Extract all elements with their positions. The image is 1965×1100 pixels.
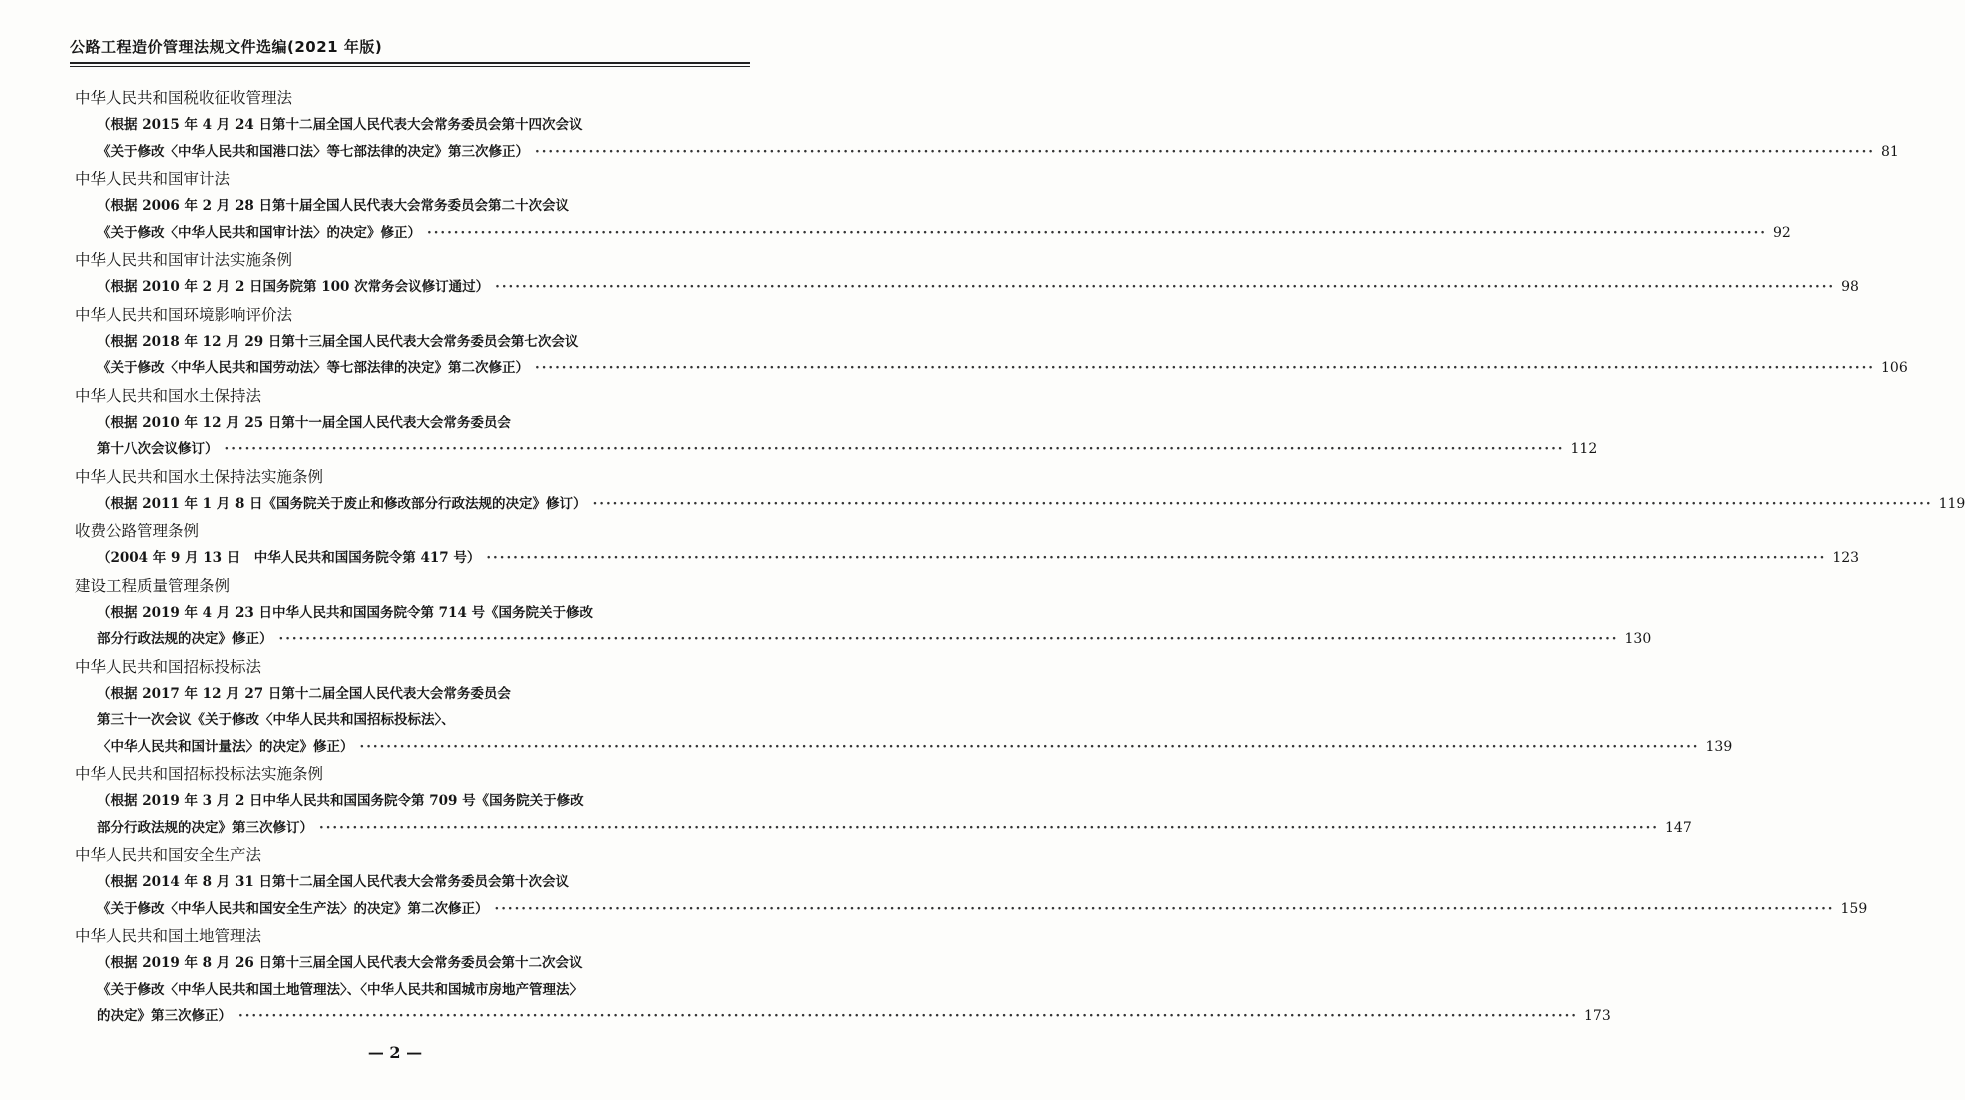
toc-page-number: 173 xyxy=(1584,1008,1611,1024)
toc-entry-title: 中华人民共和国招标投标法 xyxy=(75,657,262,676)
toc-entry-note xyxy=(75,869,1868,922)
toc-entry[interactable] xyxy=(75,922,1611,1030)
toc-entry-note xyxy=(75,274,1859,301)
note-line: 《关于修改〈中华人民共和国劳动法〉等七部法律的决定》第二次修正） xyxy=(97,360,529,376)
toc-entry-note xyxy=(75,410,1598,463)
toc-entry[interactable] xyxy=(75,841,1868,922)
toc-page-number: 123 xyxy=(1832,550,1860,566)
dot-leader: ········································································································································································································ xyxy=(535,143,1875,160)
toc-page-number: 139 xyxy=(1705,738,1733,755)
toc-entry-title: 中华人民共和国招标投标法实施条例 xyxy=(75,765,324,783)
dot-leader: ········································································································································································································ xyxy=(359,738,1700,755)
note-line-with-page xyxy=(97,626,1652,653)
note-line-with-page xyxy=(97,545,1860,572)
toc-entry-note xyxy=(75,788,1692,841)
toc-entry-note xyxy=(75,112,1899,165)
header-title: 公路工程造价管理法规文件选编(2021 年版) xyxy=(70,38,383,56)
note-line-with-page xyxy=(97,815,1692,842)
note-line: （根据 2014 年 8 月 31 日第十二届全国人民代表大会常务委员会第十次会议 xyxy=(97,874,569,890)
dot-leader: ········································································································································································································ xyxy=(494,900,1835,917)
note-line: 的决定》第三次修正） xyxy=(97,1008,232,1024)
note-line: （根据 2019 年 8 月 26 日第十三届全国人民代表大会常务委员会第十二次会议 xyxy=(97,955,583,971)
toc-entry[interactable] xyxy=(75,301,1908,382)
note-line: （根据 2019 年 4 月 23 日中华人民共和国国务院令第 714 号《国务院关于修改 xyxy=(97,604,594,621)
note-line: （根据 2010 年 12 月 25 日第十一届全国人民代表大会常务委员会 xyxy=(97,414,511,431)
note-line: 《关于修改〈中华人民共和国安全生产法〉的决定》第二次修正） xyxy=(97,900,489,917)
toc-entry[interactable] xyxy=(75,760,1692,841)
dot-leader: ········································································································································································································ xyxy=(224,441,1565,457)
toc-entry-title: 收费公路管理条例 xyxy=(75,522,200,540)
toc-entry[interactable] xyxy=(75,165,1791,246)
toc-entry-title: 中华人民共和国审计法 xyxy=(75,170,231,188)
toc-page-number: 81 xyxy=(1881,143,1899,160)
toc-entry[interactable] xyxy=(75,463,1965,518)
dot-leader: ········································································································································································································ xyxy=(592,495,1933,512)
toc-page-number: 98 xyxy=(1841,279,1859,295)
toc-page-number: 106 xyxy=(1881,360,1908,376)
toc-page-number: 130 xyxy=(1624,631,1652,647)
dot-leader: ········································································································································································································ xyxy=(495,279,1836,295)
note-line-with-page xyxy=(97,355,1908,382)
toc-entry[interactable] xyxy=(75,572,1652,653)
note-line-with-page xyxy=(97,436,1598,463)
toc-entry-title: 中华人民共和国税收征收管理法 xyxy=(75,89,293,107)
note-line: （根据 2017 年 12 月 27 日第十二届全国人民代表大会常务委员会 xyxy=(97,685,511,702)
note-line: 部分行政法规的决定》第三次修订） xyxy=(97,819,313,836)
note-line-with-page xyxy=(97,1003,1611,1030)
note-line: （根据 2019 年 3 月 2 日中华人民共和国国务院令第 709 号《国务院关于修改 xyxy=(97,793,584,809)
note-line-with-page xyxy=(97,491,1965,518)
note-line-with-page xyxy=(97,274,1859,301)
toc-entry-title: 中华人民共和国土地管理法 xyxy=(75,927,262,945)
note-line: 《关于修改〈中华人民共和国审计法〉的决定》修正） xyxy=(97,224,421,241)
toc-entry-title: 中华人民共和国安全生产法 xyxy=(75,846,262,864)
toc-entry-note xyxy=(75,950,1611,1030)
toc-entry-title: 中华人民共和国环境影响评价法 xyxy=(75,305,293,324)
toc-entry-title: 中华人民共和国水土保持法实施条例 xyxy=(75,467,324,486)
note-line: 《关于修改〈中华人民共和国土地管理法〉、〈中华人民共和国城市房地产管理法〉 xyxy=(97,981,583,998)
dot-leader: ········································································································································································································ xyxy=(238,1008,1578,1024)
table-of-contents xyxy=(75,84,1965,1030)
note-line: 〈中华人民共和国计量法〉的决定》修正） xyxy=(97,738,354,755)
toc-entry[interactable] xyxy=(75,246,1859,301)
note-line: 第十八次会议修订） xyxy=(97,441,219,457)
toc-page-number: 112 xyxy=(1570,441,1598,457)
dot-leader: ········································································································································································································ xyxy=(535,360,1875,376)
toc-entry-note xyxy=(75,681,1733,761)
note-line: 部分行政法规的决定》修正） xyxy=(97,631,273,647)
toc-entry[interactable] xyxy=(75,84,1899,165)
toc-entry[interactable] xyxy=(75,382,1598,463)
toc-entry-title: 中华人民共和国水土保持法 xyxy=(75,386,262,405)
dot-leader: ········································································································································································································ xyxy=(486,550,1827,566)
note-line: 第三十一次会议《关于修改〈中华人民共和国招标投标法〉、 xyxy=(97,712,455,728)
toc-entry[interactable] xyxy=(75,517,1860,572)
note-line-with-page xyxy=(97,220,1791,247)
note-line: （根据 2006 年 2 月 28 日第十届全国人民代表大会常务委员会第二十次会议 xyxy=(97,198,569,214)
note-line: （根据 2015 年 4 月 24 日第十二届全国人民代表大会常务委员会第十四次会议 xyxy=(97,117,583,133)
toc-page-number: 159 xyxy=(1840,900,1868,917)
note-line: （根据 2018 年 12 月 29 日第十三届全国人民代表大会常务委员会第七次会议 xyxy=(97,333,579,350)
toc-entry-note xyxy=(75,329,1908,382)
note-line-with-page xyxy=(97,139,1899,166)
toc-entry-note xyxy=(75,193,1791,246)
header-rule xyxy=(70,62,750,67)
note-line: （2004 年 9 月 13 日 中华人民共和国国务院令第 417 号） xyxy=(97,550,481,566)
running-header xyxy=(70,36,750,62)
page-number: — 2 — xyxy=(367,1043,423,1062)
toc-entry-title: 中华人民共和国审计法实施条例 xyxy=(75,251,293,269)
toc-entry-note xyxy=(75,545,1860,572)
note-line: 《关于修改〈中华人民共和国港口法〉等七部法律的决定》第三次修正） xyxy=(97,143,529,160)
toc-entry-note xyxy=(75,600,1652,653)
dot-leader: ········································································································································································································ xyxy=(319,819,1659,836)
note-line-with-page xyxy=(97,734,1733,761)
toc-page-number: 92 xyxy=(1773,224,1791,241)
note-line: （根据 2011 年 1 月 8 日《国务院关于废止和修改部分行政法规的决定》修订） xyxy=(97,495,587,512)
toc-entry-note xyxy=(75,491,1965,518)
toc-page-number: 119 xyxy=(1938,495,1965,512)
toc-page-number: 147 xyxy=(1665,819,1692,836)
toc-entry[interactable] xyxy=(75,653,1733,761)
note-line: （根据 2010 年 2 月 2 日国务院第 100 次常务会议修订通过） xyxy=(97,279,490,295)
toc-entry-title: 建设工程质量管理条例 xyxy=(75,576,231,595)
note-line-with-page xyxy=(97,896,1868,923)
dot-leader: ········································································································································································································ xyxy=(427,224,1767,241)
dot-leader: ········································································································································································································ xyxy=(278,631,1619,647)
